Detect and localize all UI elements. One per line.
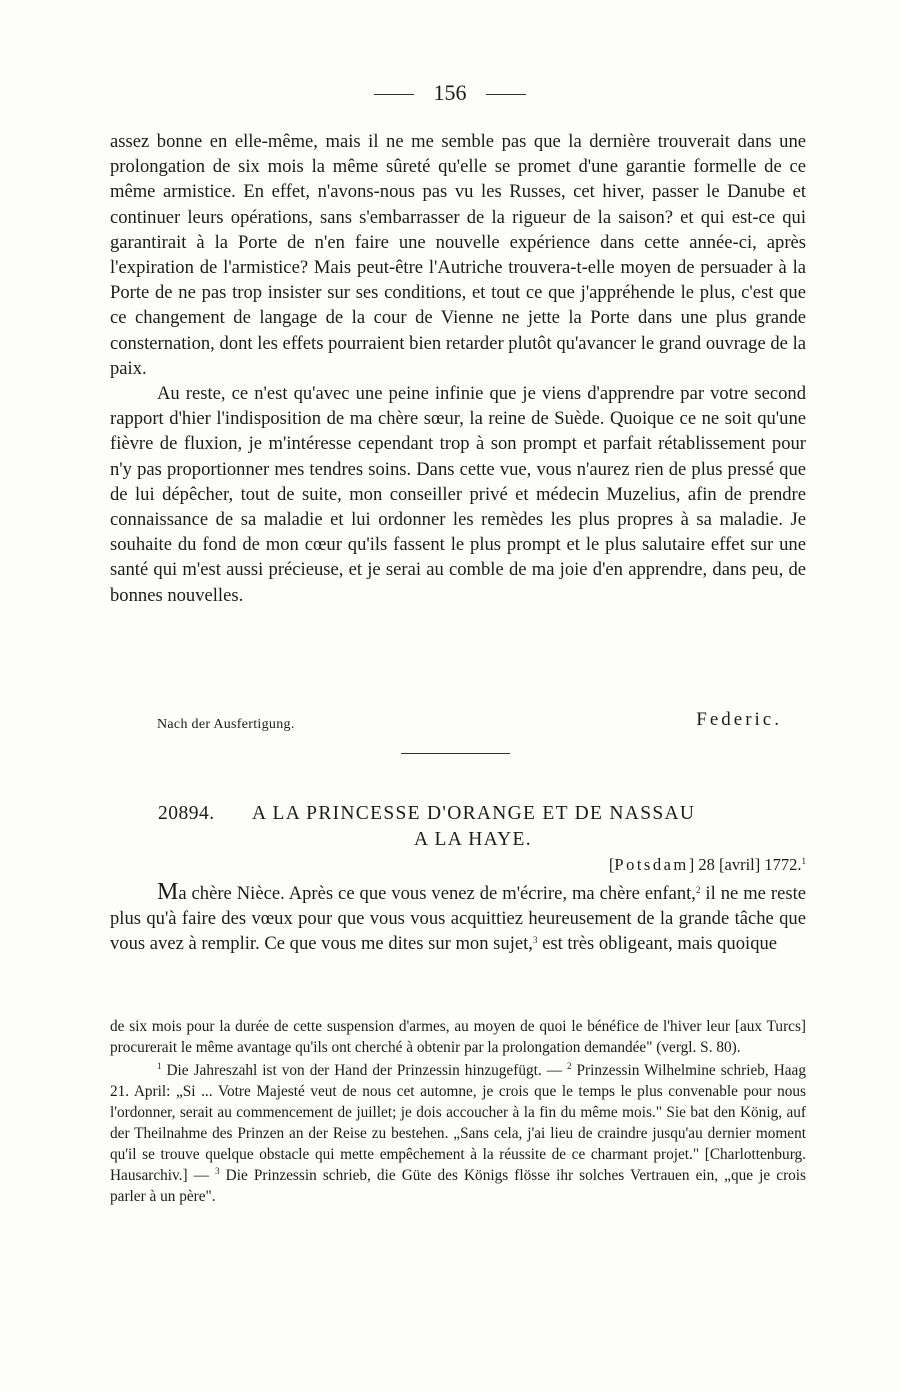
letter-body-top [110, 129, 806, 608]
footnote-ref-3: 3 [532, 935, 538, 946]
date-bracket: [ [608, 855, 615, 874]
letter-addressee: A LA PRINCESSE D'ORANGE ET DE NASSAU [252, 803, 696, 824]
footnote-mark-1: 1 [157, 1061, 162, 1071]
footnote-2: Prinzessin Wilhelmine schrieb, Haag 21. April: „Si ... Votre Majesté veut de nous cet automne, je crois que le temps le plus convenable pour nous l'ordonner, serait au commencement de juillet; je dois accoucher à la fin du même mois." Sie bat den König, auf der Theilnahme des Prinzen an der Reise zu bestehen. „Sans cela, j'ai lieu de craindre jusqu'au dernier moment qu'il se trouve quelque obstacle qui mette empêchement à la réussite de ce charmant projet." [Charlottenburg. Hausarchiv.] — [110, 1062, 806, 1184]
letter-text-c: est très obligeant, mais quoique [537, 933, 778, 955]
footnote-mark-2: 2 [567, 1061, 572, 1071]
footnote-mark-3: 3 [215, 1166, 220, 1176]
signature: Federic. [696, 709, 782, 730]
source-note: Nach der Ausfertigung. [157, 717, 295, 732]
letter-number: 20894. [158, 803, 215, 824]
second-paragraph: Au reste, ce n'est qu'avec une peine infinie que je viens d'apprendre par votre second rapport d'hier l'indisposition de ma chère sœur, la reine de Suède. Quoique ce ne soit qu'une fièvre de fluxion, je m'intéresse cependant trop à son prompt et parfait rétablissement pour n'y pas proportionner mes tendres soins. Dans cette vue, vous n'aurez rien de plus pressé que de lui dépêcher, tout de suite, mon conseiller privé et médecin Muzelius, afin de prendre connaissance de sa maladie et lui ordonner les remèdes les plus propres à sa maladie. Je souhaite du fond de mon cœur qu'ils fassent le plus prompt et le plus salutaire effet sur une santé qui m'est aussi précieuse, et je serai au comble de ma joie d'en apprendre, dans peu, de bonnes nouvelles. [110, 383, 806, 606]
letter-paragraph [110, 880, 806, 957]
header-dash-left [374, 94, 414, 95]
page-header [0, 80, 900, 106]
footnote-block [110, 1060, 806, 1207]
date-text: ] 28 [avril] 1772. [688, 855, 802, 874]
letter-body [110, 880, 806, 957]
letter-text-b: il ne me reste plus qu'à faire des vœux pour que vous vous acquittiez heureusement de la grande tâche que vous avez à remplir. Ce que vous me dites sur mon sujet, [110, 883, 806, 955]
footnote-1: Die Jahreszahl ist von der Hand der Prinzessin hinzugefügt. — [161, 1062, 567, 1079]
page-number: 156 [433, 80, 467, 105]
footnotes [110, 1016, 806, 1207]
letter-dateline [609, 855, 806, 875]
letter-location: A LA HAYE. [414, 829, 532, 850]
footnote-continued: de six mois pour la durée de cette suspension d'armes, au moyen de quoi le bénéfice de l'hiver leur [aux Turcs] procurerait le même avantage qu'ils ont cherché à obtenir par la prolongation demandée" (vergl. S. 80). [110, 1018, 806, 1056]
date-footnote-ref: 1 [801, 856, 806, 866]
section-divider [401, 753, 510, 754]
continued-paragraph: assez bonne en elle-même, mais il ne me semble pas que la dernière trouverait dans une prolongation de six mois la même sûreté qu'elle se promet d'une garantie formelle de ce même armistice. En effet, n'avons-nous pas vu les Russes, cet hiver, passer le Danube et continuer leurs opérations, sans s'embarrasser de la rigueur de la saison? et qui est-ce qui garantirait à la Porte de n'en faire une nouvelle expérience dans cette année-ci, après l'expiration de l'armistice? Mais peut-être l'Autriche trouvera-t-elle moyen de persuader à la Porte de ne pas trop insister sur ses conditions, et tout ce que j'appréhende le plus, c'est que ce changement de langage de la cour de Vienne ne jette la Porte dans une plus grande consternation, dont les effets pourraient bien retarder plutôt qu'avancer le grand ouvrage de la paix. [110, 131, 806, 379]
header-dash-right [486, 94, 526, 95]
date-place: Potsdam [614, 855, 689, 874]
footnote-3: Die Prinzessin schrieb, die Güte des Königs flösse ihr solches Vertrauen ein, „que je crois parler à un père". [110, 1167, 807, 1205]
footnote-ref-2: 2 [695, 885, 701, 895]
letter-text-a: Après ce que vous venez de m'écrire, ma chère enfant, [284, 883, 696, 904]
salutation: a chère Nièce. [178, 883, 285, 904]
salutation-initial: M [157, 879, 179, 905]
